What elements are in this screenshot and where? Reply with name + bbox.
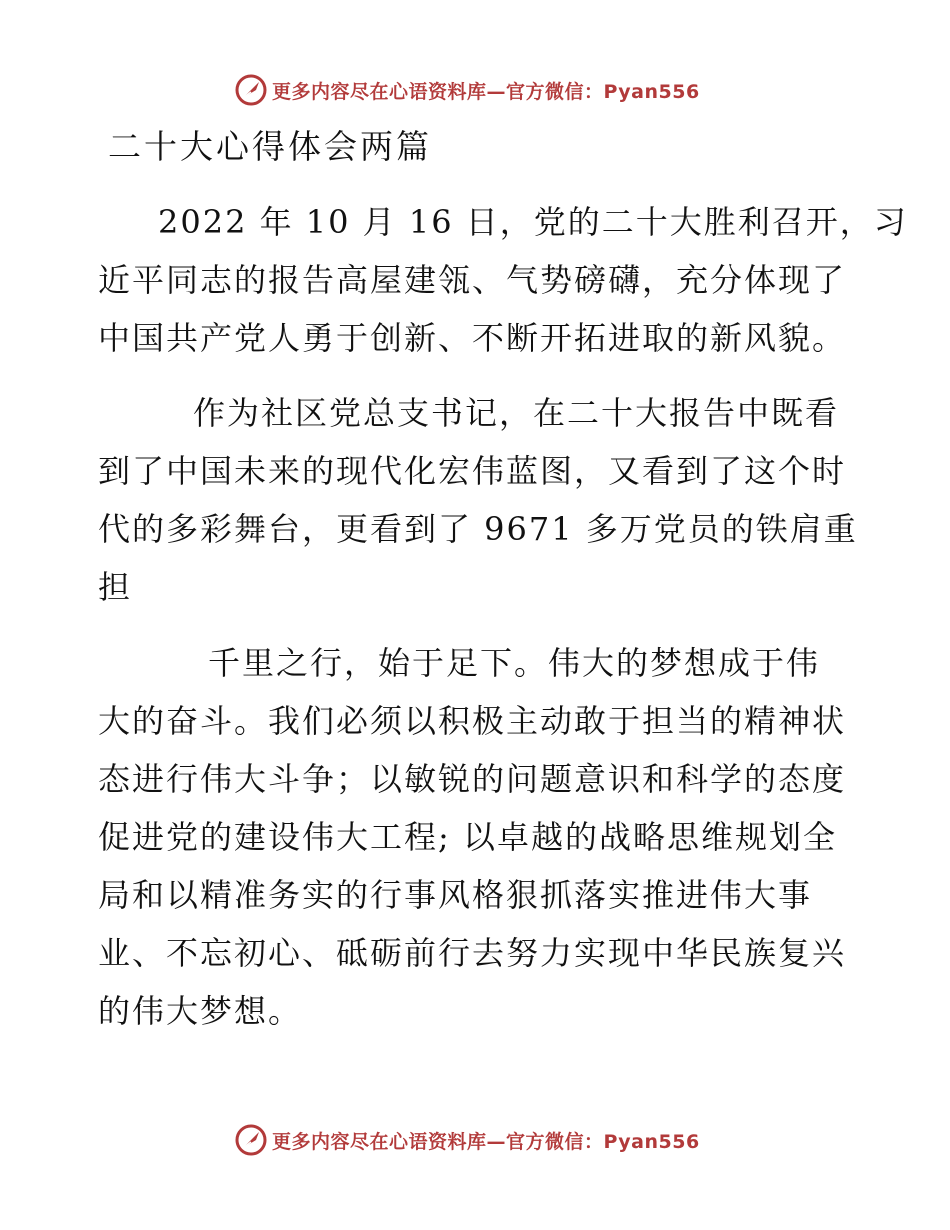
watermark-text: 更多内容尽在心语资料库—官方微信：Pyan556 <box>272 80 700 103</box>
paragraph-1 <box>98 193 908 367</box>
paragraph-line: 态进行伟大斗争；以敏锐的问题意识和科学的态度 <box>98 760 847 798</box>
paragraph-line: 到了中国未来的现代化宏伟蓝图，又看到了这个时 <box>98 452 847 490</box>
paragraph-line: 的伟大梦想。 <box>98 992 303 1030</box>
paragraph-line: 千里之行，始于足下。伟大的梦想成于伟 <box>208 644 821 682</box>
paragraph-line: 代的多彩舞台，更看到了 9671 多万党员的铁肩重 <box>98 510 858 548</box>
paragraph-line: 中国共产党人勇于创新、不断开拓进取的新风貌。 <box>98 319 847 357</box>
paragraph-line: 2022 年 10 月 16 日，党的二十大胜利召开，习 <box>158 203 908 241</box>
paragraph-line: 作为社区党总支书记，在二十大报告中既看 <box>193 394 840 432</box>
quill-logo-icon <box>234 73 268 107</box>
watermark-text: 更多内容尽在心语资料库—官方微信：Pyan556 <box>272 1130 700 1153</box>
paragraph-line: 业、不忘初心、砥砺前行去努力实现中华民族复兴 <box>98 934 847 972</box>
paragraph-3 <box>98 634 858 1040</box>
paragraph-line: 大的奋斗。我们必须以积极主动敢于担当的精神状 <box>98 702 847 740</box>
watermark-banner-bottom <box>234 1123 754 1157</box>
paragraph-2 <box>98 384 858 616</box>
paragraph-line: 近平同志的报告高屋建瓴、气势磅礴，充分体现了 <box>98 261 847 299</box>
paragraph-line: 局和以精准务实的行事风格狠抓落实推进伟大事 <box>98 876 813 914</box>
watermark-banner-top <box>234 73 754 107</box>
quill-logo-icon <box>234 1123 268 1157</box>
paragraph-line: 担 <box>98 568 133 606</box>
paragraph-line: 促进党的建设伟大工程; 以卓越的战略思维规划全 <box>98 818 837 856</box>
document-title: 二十大心得体会两篇 <box>108 127 432 166</box>
